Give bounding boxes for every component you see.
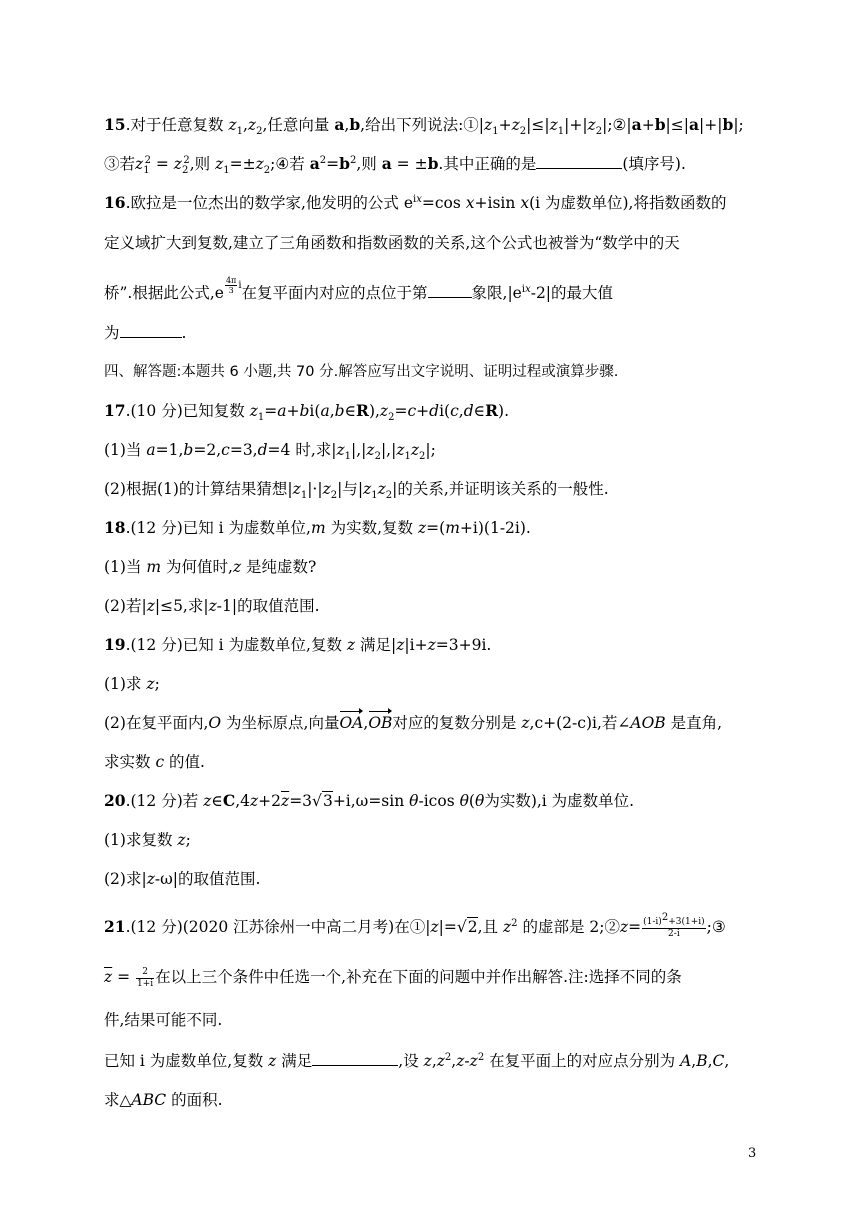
q19-line-4: 求实数 c 的值. bbox=[104, 753, 205, 771]
q18-line-2: (1)当 m 为何值时,z 是纯虚数? bbox=[104, 558, 317, 576]
q19-line-3: (2)在复平面内,O 为坐标原点,向量OA,OB对应的复数分别是 z,c+(2-c)i,若∠AOB 是直角, bbox=[104, 714, 723, 732]
q20-line-2: (1)求复数 z; bbox=[104, 831, 191, 849]
q21-number: 21 bbox=[104, 917, 126, 936]
q21-line-3: 件,结果可能不同. bbox=[104, 1011, 223, 1029]
q19-line-1: 19.(12 分)已知 i 为虚数单位,复数 z 满足|z|i+z=3+9i. bbox=[104, 635, 492, 654]
q18-line-1: 18.(12 分)已知 i 为虚数单位,m 为实数,复数 z=(m+i)(1-2i). bbox=[104, 518, 531, 537]
q19-number: 19 bbox=[104, 635, 126, 654]
q15-number: 15 bbox=[104, 115, 126, 134]
q15-line-1: 15.对于任意复数 $z_1,z_2$,任意向量 a,b,给出下列说法$:①|z_1+z_2|\le|z_1|+|z_2|;②|a+b|\le|a|+|b|$; bbox=[104, 115, 744, 138]
q21-line-2: $\overline{z}$ = $\frac{2}{1+i}$ 在以上三个条件中任选一个,补充在下面的问题中并作出解答.注:选择不同的条 bbox=[104, 966, 682, 989]
q17-number: 17 bbox=[104, 401, 126, 420]
q21-line-1: 21.(12 分)(2020 江苏徐州一中高二月考)在①|z|=√2,且 $z^2$ 的虚部是 2;②z= $\frac{(1-i)^2+3(1+i)}{2-i}$ ;③ bbox=[104, 911, 726, 939]
q19-line-2: (1)求 z; bbox=[104, 675, 160, 693]
q16-line-3: 桥”.根据此公式,e $^{\frac{4\pi}{3} i}$在复平面内对应的点位于第 象限$,|e^{ix}-2|$的最大值 bbox=[104, 276, 614, 303]
q16-line-2: 定义域扩大到复数,建立了三角函数和指数函数的关系,这个公式也被誉为“数学中的天 bbox=[104, 234, 680, 252]
q15-answer-blank[interactable] bbox=[536, 154, 622, 169]
q16-max-blank[interactable] bbox=[120, 323, 182, 338]
q15-line-2: ③若$z_1^2 = z_2^2$,则 $z_1=\pm z_2;④$若 $a^2=b^2$,则 a = ±b.其中正确的是 (填序号). bbox=[104, 154, 686, 177]
q20-line-1: 20.(12 分)若 $z\in C,4z+2\overline{z}=3√3+i,\omega=\sin$ θ-icos θ(θ为实数),i 为虚数单位. bbox=[104, 791, 635, 810]
page-number: 3 bbox=[748, 1146, 757, 1161]
q17-line-2: (1)当 a=1,b=2,c=3,d=4 时,求$|z_1|,|z_2|,|z_1z_2|$; bbox=[104, 441, 436, 463]
q16-line-4: 为 . bbox=[104, 324, 187, 342]
q21-condition-blank[interactable] bbox=[312, 1051, 398, 1066]
q16-number: 16 bbox=[104, 193, 126, 212]
q17-line-3: (2)根据(1)的计算结果猜想$|z_1|\cdot|z_2|$与$|z_1z_2|$的关系,并证明该关系的一般性. bbox=[104, 480, 609, 502]
q21-line-4: 已知 i 为虚数单位,复数 z 满足 ,设 $z,z^2,z-z^2$ 在复平面上的对应点分别为 A,B,C, bbox=[104, 1051, 730, 1070]
q16-quadrant-blank[interactable] bbox=[428, 283, 472, 298]
q18-number: 18 bbox=[104, 518, 126, 537]
q21-line-5: 求△ABC 的面积. bbox=[104, 1091, 223, 1109]
q20-line-3: (2)求|z-ω|的取值范围. bbox=[104, 870, 261, 888]
q17-line-1: 17.(10 分)已知复数 $z_1=a+bi(a,b\in R),z_2=c+di(c,d\in R)$. bbox=[104, 401, 510, 424]
q18-line-3: (2)若|z|≤5,求|z-1|的取值范围. bbox=[104, 597, 320, 615]
section-4-heading: 四、解答题:本题共 6 小题,共 70 分.解答应写出文字说明、证明过程或演算步骤. bbox=[104, 364, 619, 380]
q16-line-1: 16.欧拉是一位杰出的数学家,他发明的公式 $e^{ix}=\cos$ x+isin x(i 为虚数单位),将指数函数的 bbox=[104, 193, 727, 212]
q20-number: 20 bbox=[104, 791, 126, 810]
